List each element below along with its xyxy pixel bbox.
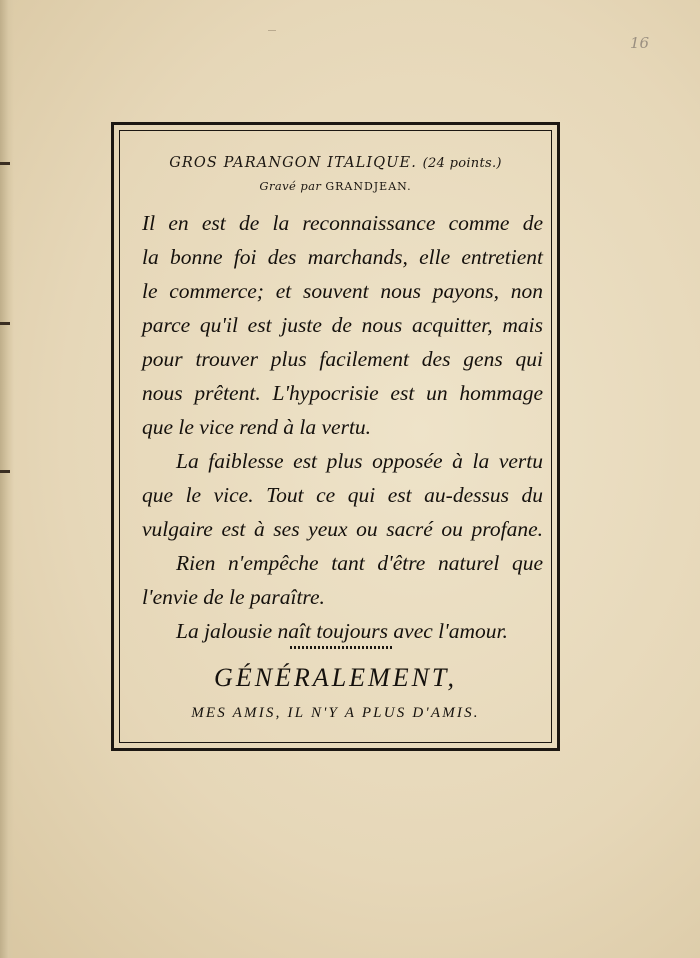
page-number: 16	[630, 34, 650, 52]
text-line: La jalousie naît toujours avec l'amour.	[176, 619, 508, 643]
specimen-frame	[111, 122, 560, 751]
text-line: La faiblesse est plus opposée à la vertu	[176, 449, 543, 473]
text-line: nous prêtent. L'hypocrisie est un hommage	[142, 381, 543, 405]
text-line: parce qu'il est juste de nous acquitter, mais	[142, 313, 543, 337]
text-line: Rien n'empêche tant d'être naturel que	[176, 551, 543, 575]
text-line: Il en est de la reconnaissance comme de	[142, 211, 543, 235]
binding-stitch	[0, 322, 10, 325]
specimen-inner-border	[119, 130, 552, 743]
engraved-by-label: Gravé par	[259, 179, 322, 193]
text-line: vulgaire est à ses yeux ou sacré ou profane.	[142, 517, 543, 541]
text-line: l'envie de le paraître.	[142, 585, 325, 609]
specimen-size: (24 points.)	[422, 156, 502, 171]
top-mark	[268, 30, 276, 31]
page-spine-edge	[0, 0, 14, 958]
binding-stitch	[0, 470, 10, 473]
engraver-line	[120, 179, 551, 193]
text-line: que le vice rend à la vertu.	[142, 415, 372, 439]
specimen-title-line	[120, 155, 551, 171]
binding-stitch	[0, 162, 10, 165]
text-line: le commerce; et souvent nous payons, non	[142, 279, 543, 303]
closing-motto: MES AMIS, IL N'Y A PLUS D'AMIS.	[191, 705, 480, 721]
text-line: la bonne foi des marchands, elle entretient	[142, 245, 543, 269]
specimen-title: GROS PARANGON ITALIQUE.	[169, 155, 417, 171]
text-line: pour trouver plus facilement des gens qui	[142, 347, 543, 371]
text-line: que le vice. Tout ce qui est au-dessus du	[142, 483, 543, 507]
dotted-ornament-rule	[290, 646, 394, 649]
closing-headline: GÉNÉRALEMENT,	[214, 663, 457, 692]
engraver-name: GRANDJEAN.	[325, 180, 412, 193]
